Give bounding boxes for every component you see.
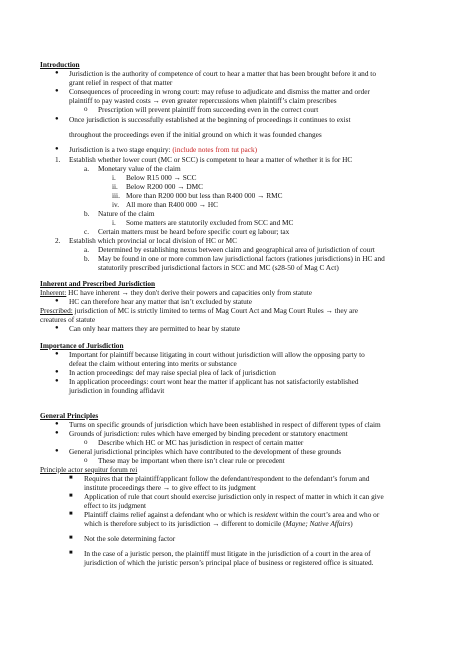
- item-1a: Monetary value of the claim: [98, 164, 181, 173]
- importance-heading: Importance of Jurisdiction: [40, 341, 124, 350]
- general-bullet-1: Turns on specific grounds of jurisdiction which have been established in respect of different types of claim: [69, 420, 381, 429]
- item-1b-i: Some matters are statutorily excluded from SCC and MC: [126, 218, 294, 227]
- intro-bullet-1-line-1: Jurisdiction is the authority of competence of court to hear a matter that has been brought before it and to: [69, 69, 376, 78]
- item-2b-line-2: statutorily prescribed jurisdictional factors in SCC and MC (s28-50 of Mag C Act): [98, 263, 339, 272]
- item-1c: Certain matters must be heard before specific court eg labour; tax: [98, 227, 290, 236]
- inherent-label: Inherent:: [40, 288, 67, 297]
- square-bullet-icon: ■: [69, 493, 73, 499]
- intro-bullet-3-line-1: Once jurisdiction is successfully established at the beginning of proceedings it continues to exist: [69, 115, 351, 124]
- hollow-bullet-icon: o: [84, 438, 88, 446]
- item-1a-ii: Below R200 000 → DMC: [126, 182, 204, 191]
- importance-bullet-2: In action proceedings: def may raise special plea of lack of jurisdiction: [69, 368, 276, 377]
- general-bullet-2: Grounds of jurisdiction: rules which have emerged by binding precedent or statutory enactment: [69, 429, 348, 438]
- maxim-point-2-line-2: effect to its judgment: [84, 501, 147, 510]
- item-2b-letter: b.: [84, 254, 90, 263]
- prescribed-bullet: Can only hear matters they are permitted to hear by statute: [69, 324, 241, 333]
- intro-bullet-2-line-1: Consequences of proceeding in wrong court: may refuse to adjudicate and dismiss the matter and order: [69, 87, 370, 96]
- prescribed-text: jurisdiction of MC is strictly limited to terms of Mag Court Act and Mag Court Rules → they are: [72, 306, 358, 315]
- bullet-icon: ●: [55, 146, 59, 152]
- bullet-icon: ●: [55, 421, 59, 427]
- maxim-point-5-line-1: In the case of a juristic person, the plaintiff must litigate in the jurisdiction of a court in the area of: [84, 549, 371, 558]
- item-2b-line-1: May be found in one or more common law jurisdictional factors (rationes jurisdictions) in HC and: [98, 254, 385, 263]
- square-bullet-icon: ■: [69, 511, 73, 517]
- bullet-icon: ●: [55, 88, 59, 94]
- case-citation: Mayne; Native Affairs: [285, 519, 351, 528]
- item-1a-iii: More than R200 000 but less than R400 000 → RMC: [126, 191, 283, 200]
- intro-bullet-2-line-2: plaintiff to pay wasted costs → even greater repercussions when plaintiff’s claim prescribes: [69, 96, 337, 105]
- intro-bullet-1-line-2: grant relief in respect of that matter: [69, 78, 173, 87]
- importance-bullet-1-line-2: defeat the claim without entering into merits or substance: [69, 359, 237, 368]
- inherent-prescribed-heading: Inherent and Prescribed Jurisdiction: [40, 279, 156, 288]
- inherent-bullet: HC can therefore hear any matter that isn’t excluded by statute: [69, 297, 253, 306]
- prescribed-definition: [40, 306, 358, 315]
- importance-bullet-1-line-1: Important for plaintiff because litigating in court without jurisdiction will allow the opposing party to: [69, 350, 365, 359]
- item-2a-letter: a.: [84, 245, 90, 254]
- maxim-point-1-line-1: Requires that the plaintiff/applicant follow the defendant/respondent to the defendant’s forum and: [84, 474, 370, 483]
- domicile-text-a: which is therefore subject to its jurisdiction → different to domicile (: [84, 519, 286, 528]
- maxim-point-4: Not the sole determining factor: [84, 534, 176, 543]
- inherent-text: HC have inherent → they don't derive their powers and capacities only from statute: [66, 288, 313, 297]
- item-1a-i-numeral: i.: [112, 173, 116, 182]
- hollow-bullet-icon: o: [84, 456, 88, 464]
- numbered-item-1: Establish whether lower court (MC or SCC) is competent to hear a matter of whether it is for HC: [69, 155, 353, 164]
- tut-pack-note: (include notes from tut pack): [172, 145, 258, 154]
- maxim-point-5-line-2: jurisdiction of which the juristic person’s principal place of business or registered office is situated.: [84, 558, 374, 567]
- numbered-item-2: Establish which provincial or local division of HC or MC: [69, 236, 238, 245]
- item-1b-letter: b.: [84, 209, 90, 218]
- bullet-icon: ●: [55, 70, 59, 76]
- bullet-icon: ●: [55, 369, 59, 375]
- item-2a: Determined by establishing nexus between claim and geographical area of jurisdiction of court: [98, 245, 375, 254]
- item-1a-letter: a.: [84, 164, 90, 173]
- item-1a-iii-numeral: iii.: [112, 191, 120, 200]
- bullet-icon: ●: [55, 448, 59, 454]
- general-principles-heading: General Principles: [40, 411, 99, 420]
- importance-bullet-3-line-2: jurisdiction in founding affidavit: [69, 386, 165, 395]
- domicile-text-c: ): [350, 519, 353, 528]
- hollow-bullet-icon: o: [84, 105, 88, 113]
- resident-text-a: Plaintiff claims relief against a defendant who or which is: [84, 510, 255, 519]
- numbered-item-2-number: 2.: [55, 236, 61, 245]
- general-bullet-2-sub: Describe which HC or MC has jurisdiction in respect of certain matter: [98, 438, 304, 447]
- item-1a-iv: All more than R400 000 → HC: [126, 200, 219, 209]
- inherent-definition: [40, 288, 312, 297]
- item-1c-letter: c.: [84, 227, 90, 236]
- square-bullet-icon: ■: [69, 475, 73, 481]
- bullet-icon: ●: [55, 116, 59, 122]
- bullet-icon: ●: [55, 351, 59, 357]
- bullet-icon: ●: [55, 298, 59, 304]
- item-1a-iv-numeral: iv.: [112, 200, 120, 209]
- prescribed-label: Prescribed:: [40, 306, 73, 315]
- item-1a-i: Below R15 000 → SCC: [126, 173, 197, 182]
- numbered-item-1-number: 1.: [55, 155, 61, 164]
- general-bullet-3-sub: These may be important when there isn’t clear rule or precedent: [98, 456, 285, 465]
- square-bullet-icon: ■: [69, 550, 73, 556]
- resident-text-c: within the court’s area and who or: [277, 510, 380, 519]
- prescribed-line-2: creatures of statute: [40, 315, 96, 324]
- importance-bullet-3-line-1: In application proceedings: court wont hear the matter if applicant has not satisfactorily established: [69, 377, 359, 386]
- two-stage-enquiry-text: Jurisdiction is a two stage enquiry:: [69, 145, 171, 154]
- bullet-icon: ●: [55, 378, 59, 384]
- principle-maxim-heading: Principle actor sequitur forum rei: [40, 465, 138, 474]
- maxim-point-2-line-1: Application of rule that court should exercise jurisdiction only in respect of matter in which it can give: [84, 492, 384, 501]
- intro-bullet-3-line-2: throughout the proceedings even if the initial ground on which it was founded changes: [69, 130, 322, 139]
- item-1b: Nature of the claim: [98, 209, 155, 218]
- maxim-point-1-line-2: institute proceedings there → to give effect to its judgment: [84, 483, 256, 492]
- maxim-point-3-line-1: [84, 510, 379, 519]
- intro-bullet-2-sub: Prescription will prevent plaintiff from succeeding even in the correct court: [98, 105, 319, 114]
- item-1b-i-numeral: i.: [112, 218, 116, 227]
- item-1a-ii-numeral: ii.: [112, 182, 118, 191]
- introduction-heading: Introduction: [40, 60, 80, 69]
- bullet-icon: ●: [55, 430, 59, 436]
- intro-bullet-4: [69, 145, 257, 154]
- general-bullet-3: General jurisdictional principles which have contributed to the development of these grounds: [69, 447, 342, 456]
- square-bullet-icon: ■: [69, 535, 73, 541]
- bullet-icon: ●: [55, 325, 59, 331]
- maxim-point-3-line-2: [84, 519, 353, 528]
- resident-word: resident: [254, 510, 278, 519]
